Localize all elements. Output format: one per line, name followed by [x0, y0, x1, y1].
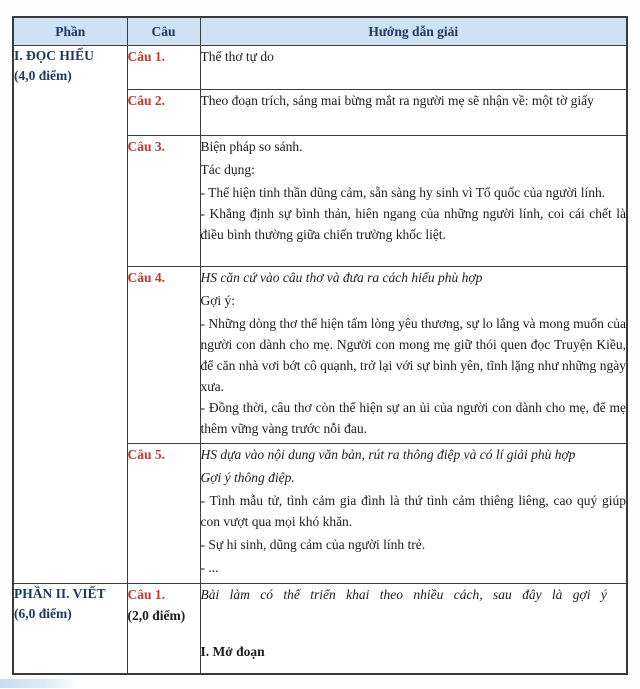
section2-part-cell: [13, 584, 127, 674]
cau4-line4: - Đồng thời, câu thơ còn thể hiện sự an ủi của người con dành cho mẹ, để mẹ thêm vững vàng trước nỗi đau.: [200, 400, 626, 436]
cau5-line5: - ...: [200, 560, 219, 575]
cau1-answer-cell: [200, 46, 627, 90]
answer-key-table: [12, 16, 628, 675]
header-cell-huong-dan-giai: Hướng dẫn giải: [200, 17, 627, 46]
cau3-line3: - Thể hiện tinh thần dũng cảm, sẵn sàng hy sinh vì Tổ quốc của người lính.: [200, 185, 606, 200]
section1-part-cell: [13, 46, 127, 584]
cau5-answer-cell: [200, 444, 627, 584]
row-section1-cau1: [13, 46, 627, 90]
cau3-line2: Tác dụng:: [200, 162, 255, 177]
cau1-label: Câu 1.: [127, 49, 166, 64]
section2-cau1-line2: I. Mở đoạn: [200, 644, 265, 659]
cau1-answer-text: Thể thơ tự do: [200, 49, 274, 64]
row-section2-cau1: [13, 584, 627, 674]
section1-part-title: I. ĐỌC HIỂU: [14, 48, 94, 63]
cau4-line2: Gợi ý:: [200, 293, 236, 308]
cau4-label-cell: [127, 267, 200, 444]
cau5-line2: Gợi ý thông điệp.: [200, 470, 295, 485]
cau4-answer-cell: [200, 267, 627, 444]
cau5-line3: - Tình mẫu tử, tình cảm gia đình là thứ tình cảm thiêng liêng, cao quý giúp con vượt qua mọi khó khăn.: [200, 493, 626, 529]
section1-part-points: (4,0 điểm): [14, 68, 72, 83]
cau5-label-cell: [127, 444, 200, 584]
cau2-label: Câu 2.: [127, 93, 166, 108]
answer-key-table-wrap: [12, 16, 628, 675]
cau3-label-cell: [127, 136, 200, 267]
section2-part-points: (6,0 điểm): [14, 606, 72, 621]
section2-cau1-label-cell: [127, 584, 200, 674]
header-cell-phan: Phần: [13, 17, 127, 46]
cau4-label: Câu 4.: [127, 270, 166, 285]
cau3-label: Câu 3.: [127, 139, 166, 154]
section2-cau1-label: Câu 1.: [127, 587, 166, 602]
section2-cau1-points: (2,0 điểm): [127, 608, 186, 623]
section2-part-title: PHẦN II. VIẾT: [14, 586, 106, 601]
cau2-answer-text: Theo đoạn trích, sáng mai bừng mắt ra người mẹ sẽ nhận về: một tờ giấy: [200, 93, 594, 108]
cau4-line3: - Những dòng thơ thể hiện tấm lòng yêu thương, sự lo lắng và mong muốn của người con dành cho mẹ. Người con mong mẹ giữ thói quen đọc Truyện Kiều, để căn nhà vơi bớt cô quạnh, trở lại với sự bình yên, tĩnh lặng như những ngày xưa.: [200, 316, 626, 394]
cau3-answer-cell: [200, 136, 627, 267]
page-corner-shadow: [0, 679, 78, 688]
section2-cau1-answer-cell: [200, 584, 627, 674]
cau1-label-cell: [127, 46, 200, 90]
cau5-line4: - Sự hi sinh, dũng cảm của người lính trẻ.: [200, 537, 426, 552]
cau4-line1: HS căn cứ vào câu thơ và đưa ra cách hiểu phù hợp: [200, 270, 483, 285]
cau3-line1: Biện pháp so sánh.: [200, 139, 303, 154]
cau5-label: Câu 5.: [127, 447, 166, 462]
table-header-row: [13, 17, 627, 46]
section2-cau1-line1: Bài làm có thể triển khai theo nhiều cách, sau đây là gợi ý: [200, 587, 607, 602]
header-cell-cau: Câu: [127, 17, 200, 46]
cau3-line4: - Khẳng định sự bình thản, hiên ngang của những người lính, coi cái chết là điều bình thường giữa chiến trường khốc liệt.: [200, 206, 626, 242]
cau2-answer-cell: [200, 90, 627, 136]
cau2-label-cell: [127, 90, 200, 136]
cau5-line1: HS dựa vào nội dung văn bản, rút ra thông điệp và có lí giải phù hợp: [200, 447, 576, 462]
